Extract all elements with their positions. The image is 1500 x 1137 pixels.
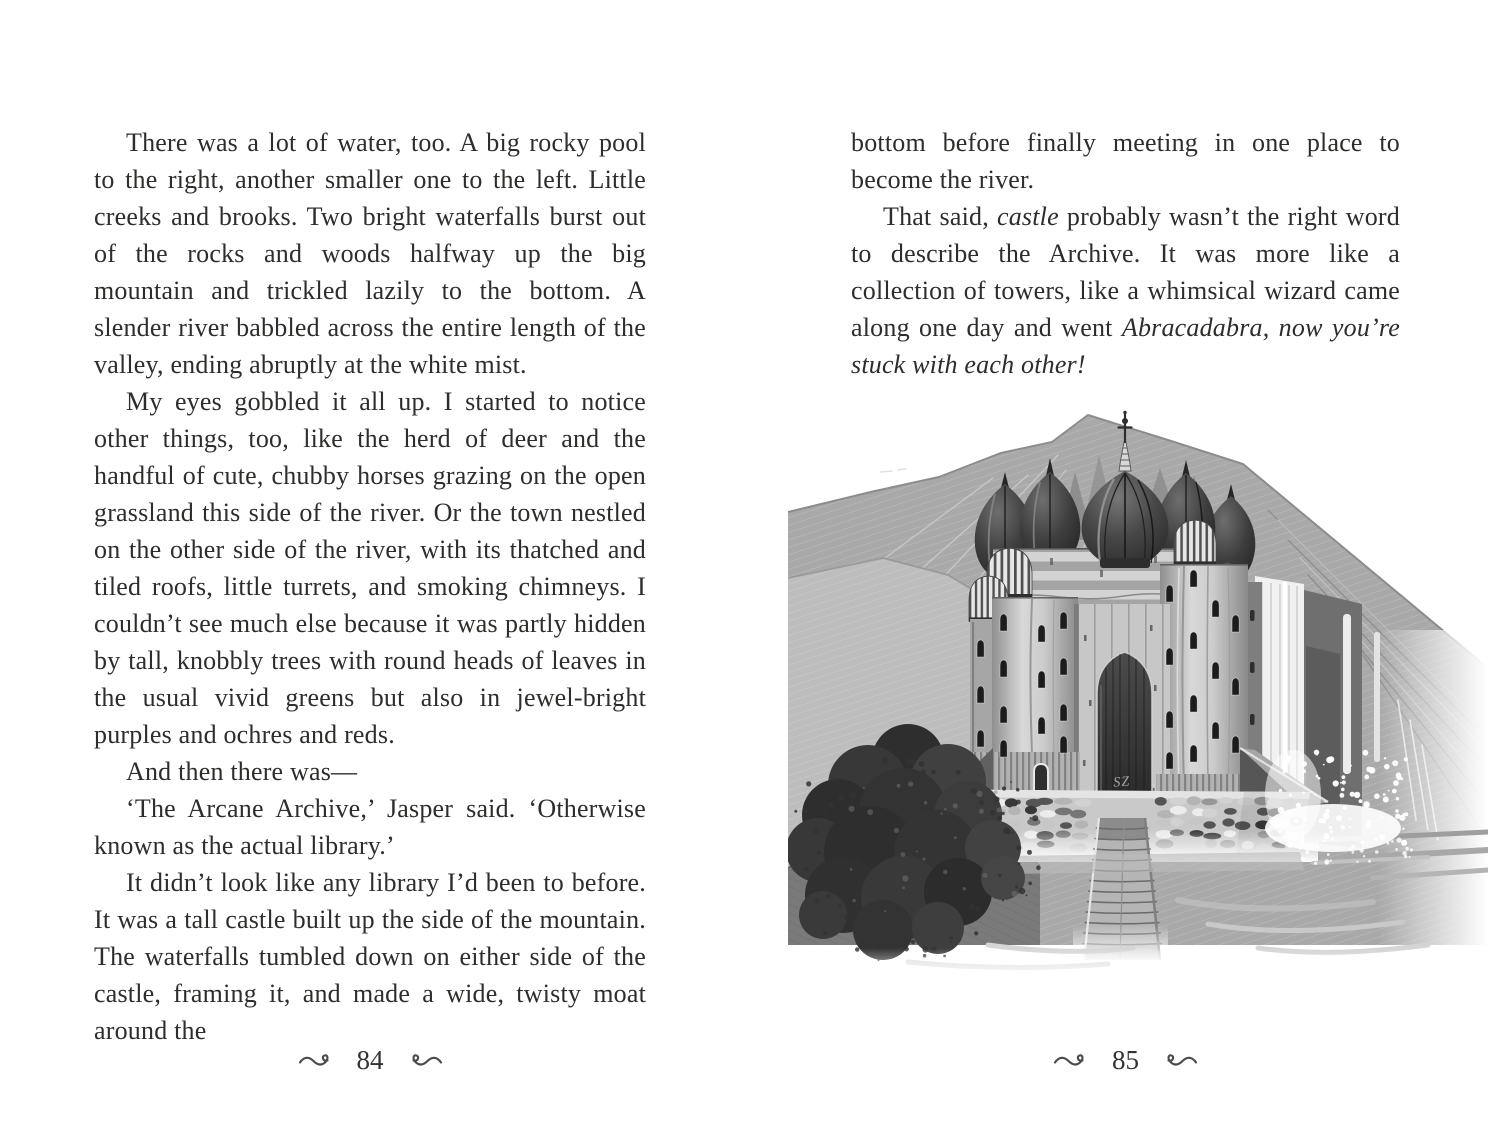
paragraph: There was a lot of water, too. A big rocky pool to the right, another smaller one to the left. Little creeks and brooks. Two bright waterfalls burst out of the rocks and woods halfway up the big mountain and trickled lazily to the bottom. A slender river babbled across the entire length of the valley, ending abruptly at the white mist. <box>94 128 646 379</box>
left-page-footer <box>94 1042 646 1078</box>
page-number: 85 <box>1112 1044 1139 1075</box>
flourish-left-icon <box>1053 1050 1086 1070</box>
paragraph: That said, castle probably wasn’t the right word to describe the Archive. It was more like a collection of towers, like a whimsical wizard came along one day and went Abracadabra, now you’re stuck with each other! <box>851 202 1400 379</box>
door-inscription: SZ <box>1112 774 1131 791</box>
left-page-text <box>94 124 646 1049</box>
paragraph: And then there was— <box>126 757 358 786</box>
page-number: 84 <box>356 1044 384 1075</box>
paragraph: It didn’t look like any library I’d been to before. It was a tall castle built up the side of the mountain. The waterfalls tumbled down on either side of the castle, framing it, and made a wide, twisty moat around the <box>94 868 646 1045</box>
paragraph: ‘The Arcane Archive,’ Jasper said. ‘Otherwise known as the actual library.’ <box>94 794 646 860</box>
paragraph: bottom before finally meeting in one place to become the river. <box>851 128 1400 194</box>
flourish-left-icon <box>298 1050 331 1070</box>
right-page-text <box>851 124 1400 383</box>
flourish-right-icon <box>410 1050 443 1070</box>
bottom-fade <box>788 948 1488 985</box>
right-page-footer <box>851 1042 1400 1078</box>
paragraph: My eyes gobbled it all up. I started to notice other things, too, like the herd of deer and the handful of cute, chubby horses grazing on the open grassland this side of the river. Or the town nestled on the other side of the river, with its thatched and tiled roofs, little turrets, and smoking chimneys. I couldn’t see much else because it was partly hidden by tall, knobbly trees with round heads of leaves in the usual vivid greens but also in jewel-bright purples and ochres and reds. <box>94 387 646 749</box>
flourish-right-icon <box>1165 1050 1198 1070</box>
castle-illustration <box>788 400 1488 985</box>
